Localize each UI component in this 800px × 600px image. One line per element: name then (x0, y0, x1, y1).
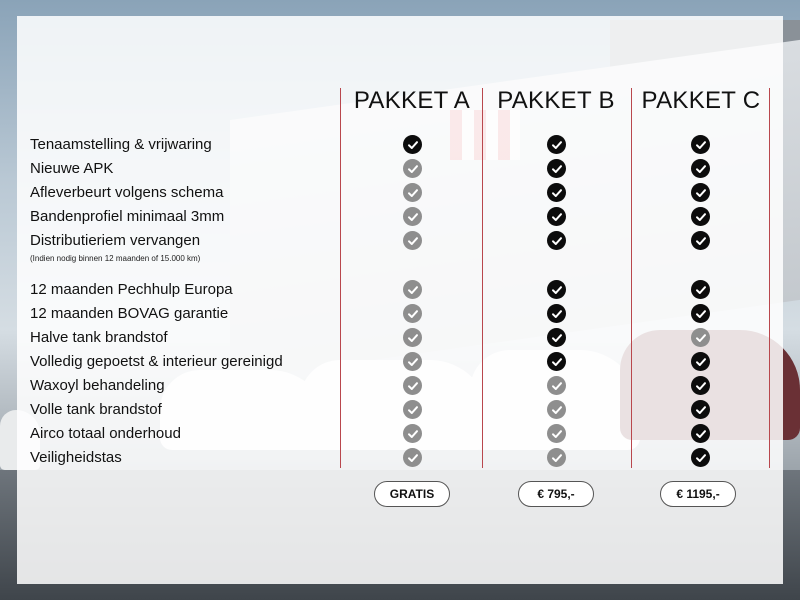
package-c-included-check-icon (691, 207, 710, 226)
package-c-included-check-icon (691, 424, 710, 443)
feature-label: Tenaamstelling & vrijwaring (30, 136, 212, 153)
package-c-included-check-icon (691, 352, 710, 371)
package-b-included-check-icon (547, 304, 566, 323)
package-a-excluded-check-icon (403, 400, 422, 419)
feature-label: Veiligheidstas (30, 449, 122, 466)
package-a-title: PAKKET A (353, 87, 471, 114)
feature-label: Distributieriem vervangen (30, 232, 201, 249)
package-b-excluded-check-icon (547, 376, 566, 395)
package-c-included-check-icon (691, 448, 710, 467)
column-divider (482, 88, 483, 468)
package-c-price-button[interactable]: € 1195,- (660, 481, 736, 507)
package-c-included-check-icon (691, 159, 710, 178)
feature-label: Nieuwe APK (30, 160, 114, 177)
feature-label: Waxoyl behandeling (30, 377, 165, 394)
package-b-included-check-icon (547, 231, 566, 250)
package-b-excluded-check-icon (547, 424, 566, 443)
feature-label: Bandenprofiel minimaal 3mm (30, 208, 225, 225)
package-a-excluded-check-icon (403, 424, 422, 443)
package-b-included-check-icon (547, 280, 566, 299)
package-a-price-button[interactable]: GRATIS (374, 481, 450, 507)
package-b-included-check-icon (547, 183, 566, 202)
package-c-included-check-icon (691, 304, 710, 323)
package-b-title: PAKKET B (497, 87, 615, 114)
package-c-included-check-icon (691, 400, 710, 419)
package-a-excluded-check-icon (403, 159, 422, 178)
package-b-included-check-icon (547, 328, 566, 347)
package-a-excluded-check-icon (403, 376, 422, 395)
package-b-excluded-check-icon (547, 448, 566, 467)
package-a-excluded-check-icon (403, 328, 422, 347)
package-b-excluded-check-icon (547, 400, 566, 419)
package-b-included-check-icon (547, 135, 566, 154)
package-a-included-check-icon (403, 135, 422, 154)
feature-label: Airco totaal onderhoud (30, 425, 181, 442)
feature-label: Halve tank brandstof (30, 329, 168, 346)
package-b-included-check-icon (547, 207, 566, 226)
package-a-excluded-check-icon (403, 231, 422, 250)
package-a-excluded-check-icon (403, 183, 422, 202)
package-c-excluded-check-icon (691, 328, 710, 347)
distributieriem-note: (Indien nodig binnen 12 maanden of 15.000 km) (30, 254, 201, 263)
package-a-excluded-check-icon (403, 448, 422, 467)
feature-label: Afleverbeurt volgens schema (30, 184, 224, 201)
feature-label: Volle tank brandstof (30, 401, 162, 418)
package-a-excluded-check-icon (403, 280, 422, 299)
package-c-included-check-icon (691, 280, 710, 299)
package-c-included-check-icon (691, 183, 710, 202)
feature-label: 12 maanden Pechhulp Europa (30, 281, 233, 298)
column-divider (769, 88, 770, 468)
column-divider (631, 88, 632, 468)
package-b-price-button[interactable]: € 795,- (518, 481, 594, 507)
package-c-included-check-icon (691, 231, 710, 250)
package-c-included-check-icon (691, 376, 710, 395)
package-a-excluded-check-icon (403, 352, 422, 371)
feature-label: 12 maanden BOVAG garantie (30, 305, 229, 322)
package-c-included-check-icon (691, 135, 710, 154)
package-a-excluded-check-icon (403, 304, 422, 323)
package-c-title: PAKKET C (641, 87, 761, 114)
package-b-included-check-icon (547, 352, 566, 371)
package-a-excluded-check-icon (403, 207, 422, 226)
package-b-included-check-icon (547, 159, 566, 178)
feature-label: Volledig gepoetst & interieur gereinigd (30, 353, 283, 370)
column-divider (340, 88, 341, 468)
